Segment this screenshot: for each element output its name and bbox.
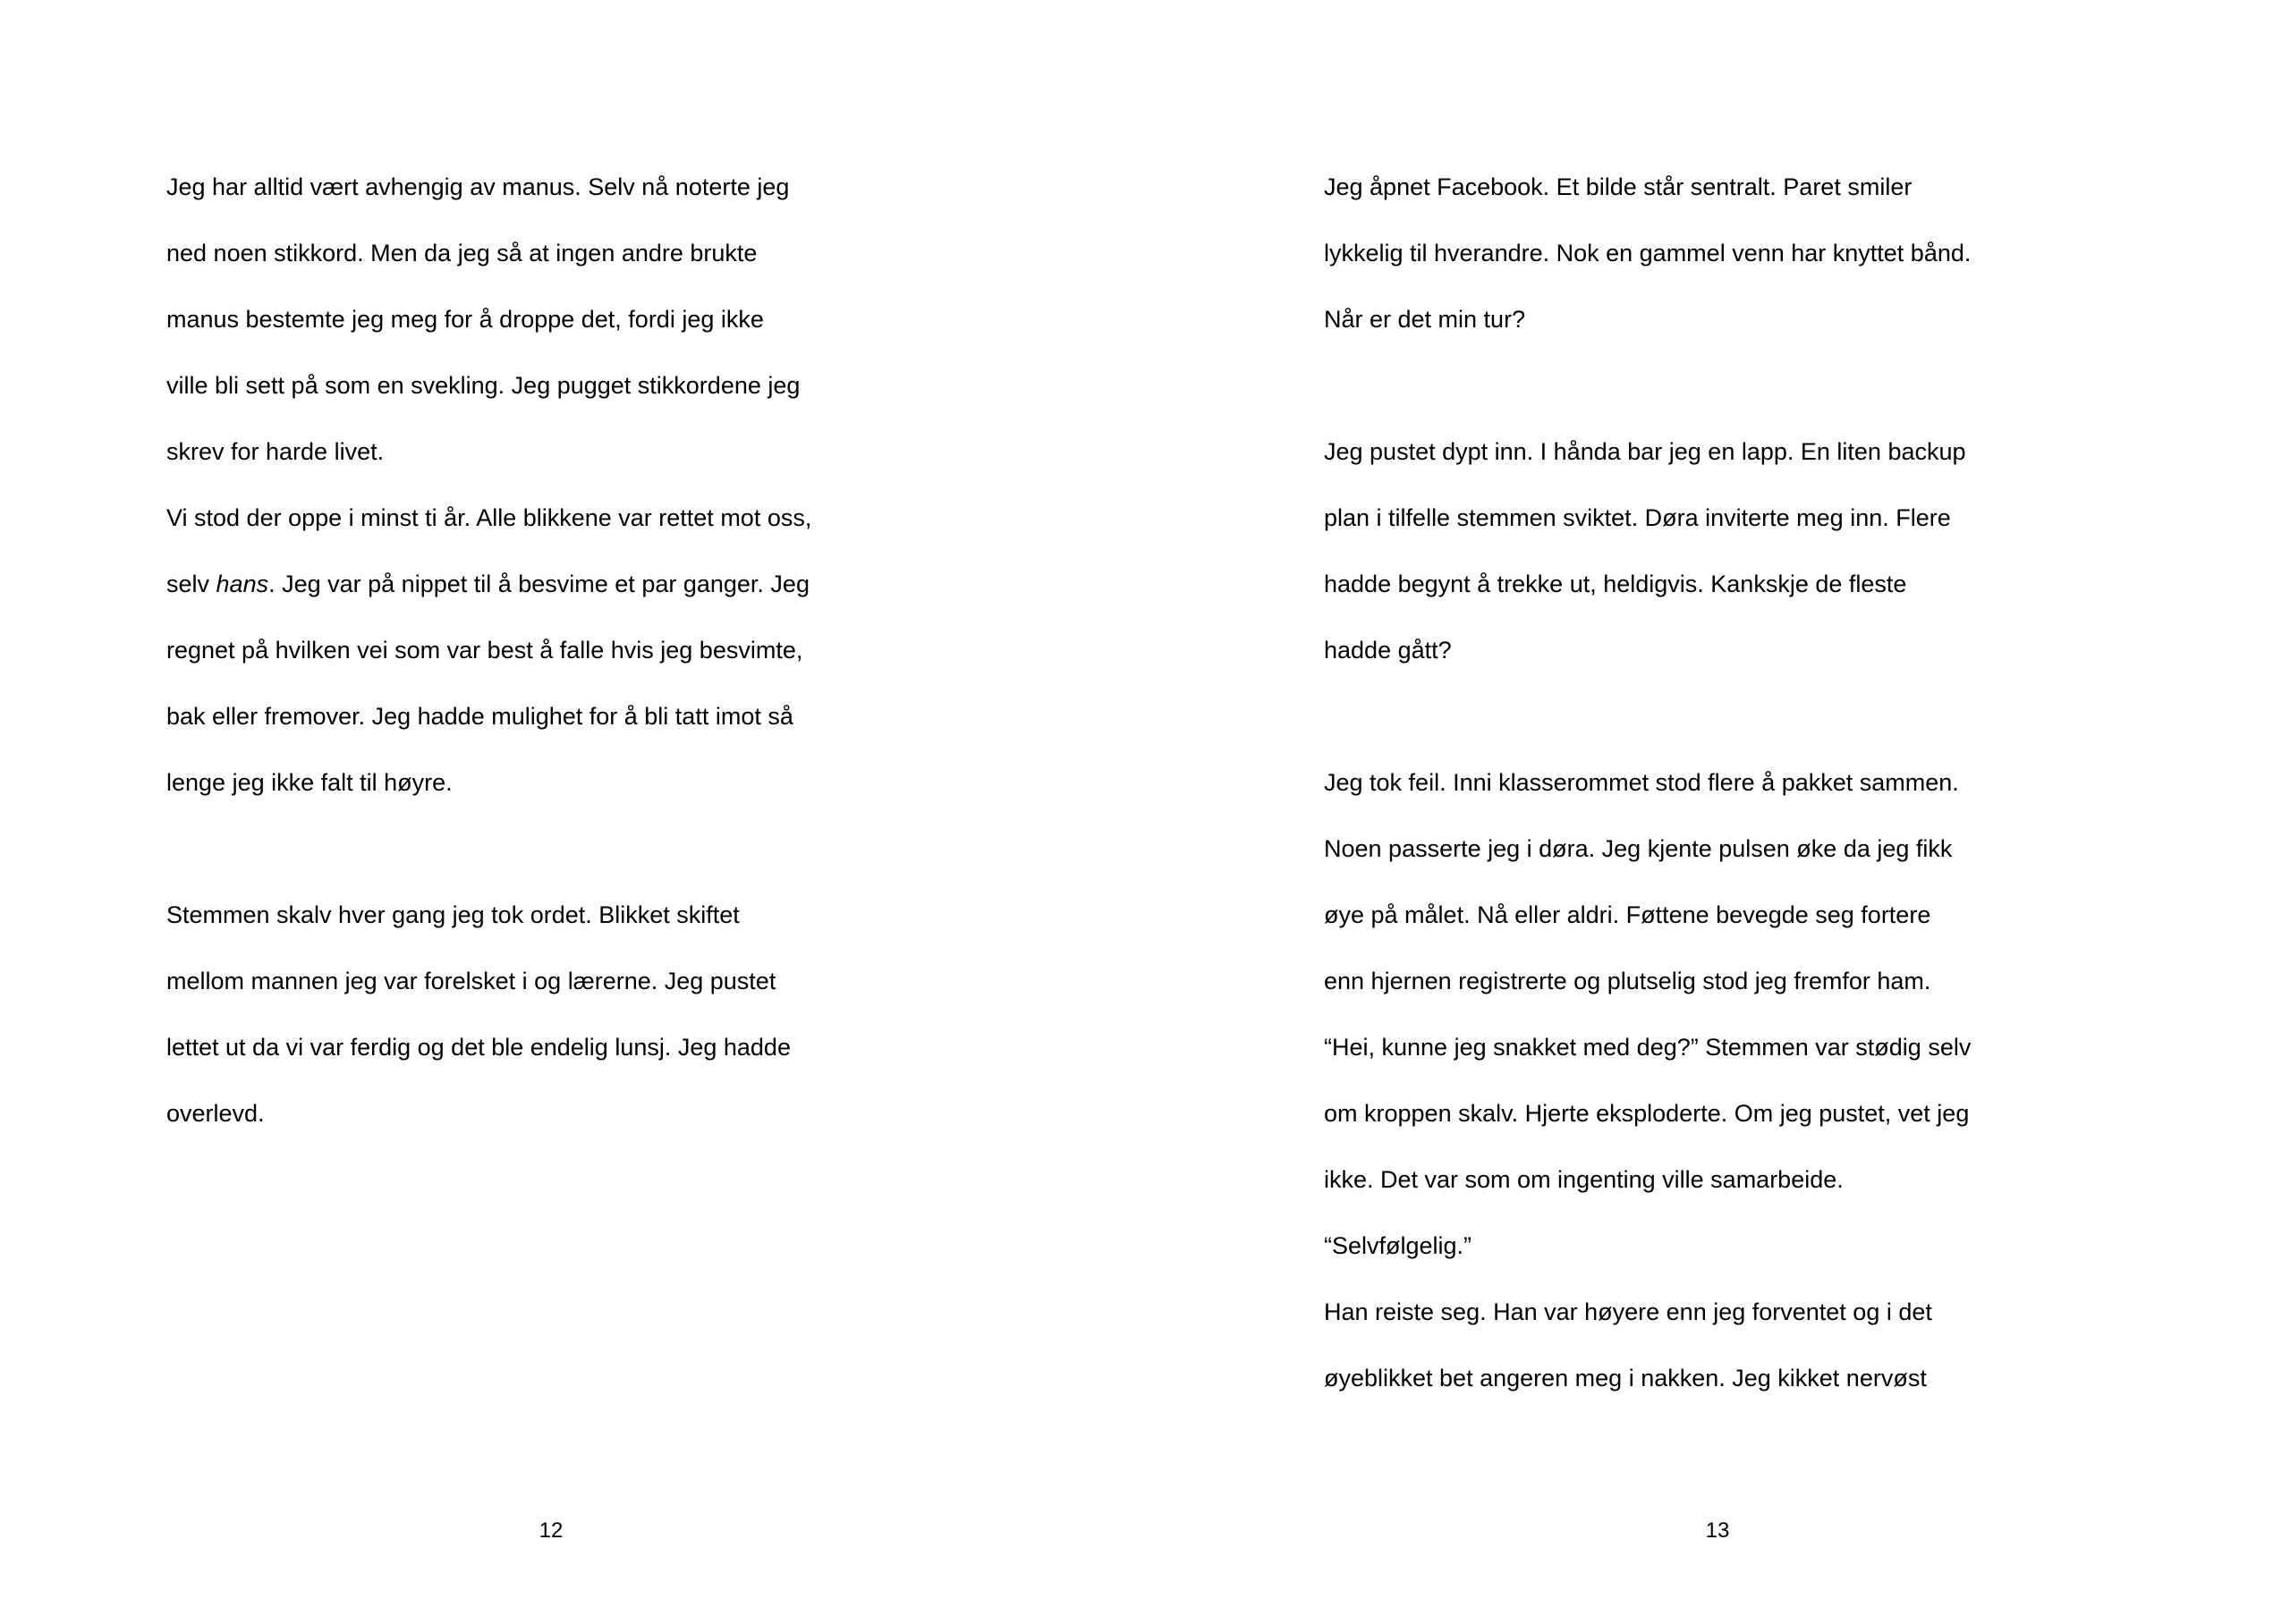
paragraph-gap <box>1324 352 2183 419</box>
text-line: Vi stod der oppe i minst ti år. Alle blikkene var rettet mot oss, <box>166 504 812 531</box>
text-line: lenge jeg ikke falt til høyre. <box>166 769 453 796</box>
text-line: overlevd. <box>166 1100 265 1127</box>
text-line: lettet ut da vi var ferdig og det ble endelig lunsj. Jeg hadde <box>166 1034 791 1061</box>
text-line: manus bestemte jeg meg for å droppe det, fordi jeg ikke <box>166 306 764 333</box>
paragraph <box>1324 1279 2183 1411</box>
paragraph <box>1324 749 2183 1014</box>
text-line: Stemmen skalv hver gang jeg tok ordet. Blikket skiftet <box>166 901 740 928</box>
text-line: plan i tilfelle stemmen sviktet. Døra inviterte meg inn. Flere <box>1324 504 1951 531</box>
paragraph <box>1324 1213 2183 1279</box>
paragraph-gap <box>1324 683 2183 749</box>
paragraph <box>166 882 1007 1146</box>
text-line: bak eller fremover. Jeg hadde mulighet for å bli tatt imot så <box>166 703 793 730</box>
text-segment: . Jeg var på nippet til å besvime et par ganger. Jeg <box>268 571 810 597</box>
text-line: “Selvfølgelig.” <box>1324 1232 1472 1259</box>
text-line: Han reiste seg. Han var høyere enn jeg forventet og i det <box>1324 1298 1932 1325</box>
italic-word: hans <box>216 571 269 597</box>
paragraph <box>166 485 1007 816</box>
text-line: Noen passerte jeg i døra. Jeg kjente pulsen øke da jeg fikk <box>1324 835 1953 862</box>
paragraph-gap <box>166 816 1007 882</box>
text-line: om kroppen skalv. Hjerte eksploderte. Om jeg pustet, vet jeg <box>1324 1100 1970 1127</box>
page-right-text-body <box>1324 154 2183 1411</box>
text-line: Jeg åpnet Facebook. Et bilde står sentralt. Paret smiler <box>1324 173 1913 200</box>
text-line: ville bli sett på som en svekling. Jeg pugget stikkordene jeg <box>166 372 801 399</box>
text-line: øye på målet. Nå eller aldri. Føttene bevegde seg fortere <box>1324 901 1931 928</box>
text-line: Jeg pustet dypt inn. I hånda bar jeg en lapp. En liten backup <box>1324 438 1966 465</box>
text-line: “Hei, kunne jeg snakket med deg?” Stemmen var stødig selv <box>1324 1034 1972 1061</box>
paragraph <box>1324 154 2183 352</box>
text-line: hadde begynt å trekke ut, heldigvis. Kankskje de fleste <box>1324 571 1907 597</box>
text-segment: selv <box>166 571 216 597</box>
page-right <box>1145 0 2290 1624</box>
text-line: ikke. Det var som om ingenting ville samarbeide. <box>1324 1166 1844 1193</box>
paragraph <box>1324 419 2183 683</box>
text-line: Jeg tok feil. Inni klasserommet stod flere å pakket sammen. <box>1324 769 1959 796</box>
paragraph <box>1324 1014 2183 1213</box>
text-line: skrev for harde livet. <box>166 438 385 465</box>
text-line: Når er det min tur? <box>1324 306 1526 333</box>
text-line: enn hjernen registrerte og plutselig stod jeg fremfor ham. <box>1324 968 1931 994</box>
text-line: hadde gått? <box>1324 637 1452 664</box>
text-line: øyeblikket bet angeren meg i nakken. Jeg kikket nervøst <box>1324 1365 1927 1391</box>
text-line: Jeg har alltid vært avhengig av manus. Selv nå noterte jeg <box>166 173 790 200</box>
page-number-right: 13 <box>1705 1518 1730 1543</box>
text-line-with-italic <box>166 551 1007 617</box>
text-line: regnet på hvilken vei som var best å falle hvis jeg besvimte, <box>166 637 803 664</box>
text-line: lykkelig til hverandre. Nok en gammel venn har knyttet bånd. <box>1324 240 1972 266</box>
page-left-text-body <box>166 154 1007 1146</box>
text-line: ned noen stikkord. Men da jeg så at ingen andre brukte <box>166 240 758 266</box>
paragraph <box>166 154 1007 485</box>
page-number-left: 12 <box>539 1518 564 1543</box>
text-line: mellom mannen jeg var forelsket i og lærerne. Jeg pustet <box>166 968 776 994</box>
